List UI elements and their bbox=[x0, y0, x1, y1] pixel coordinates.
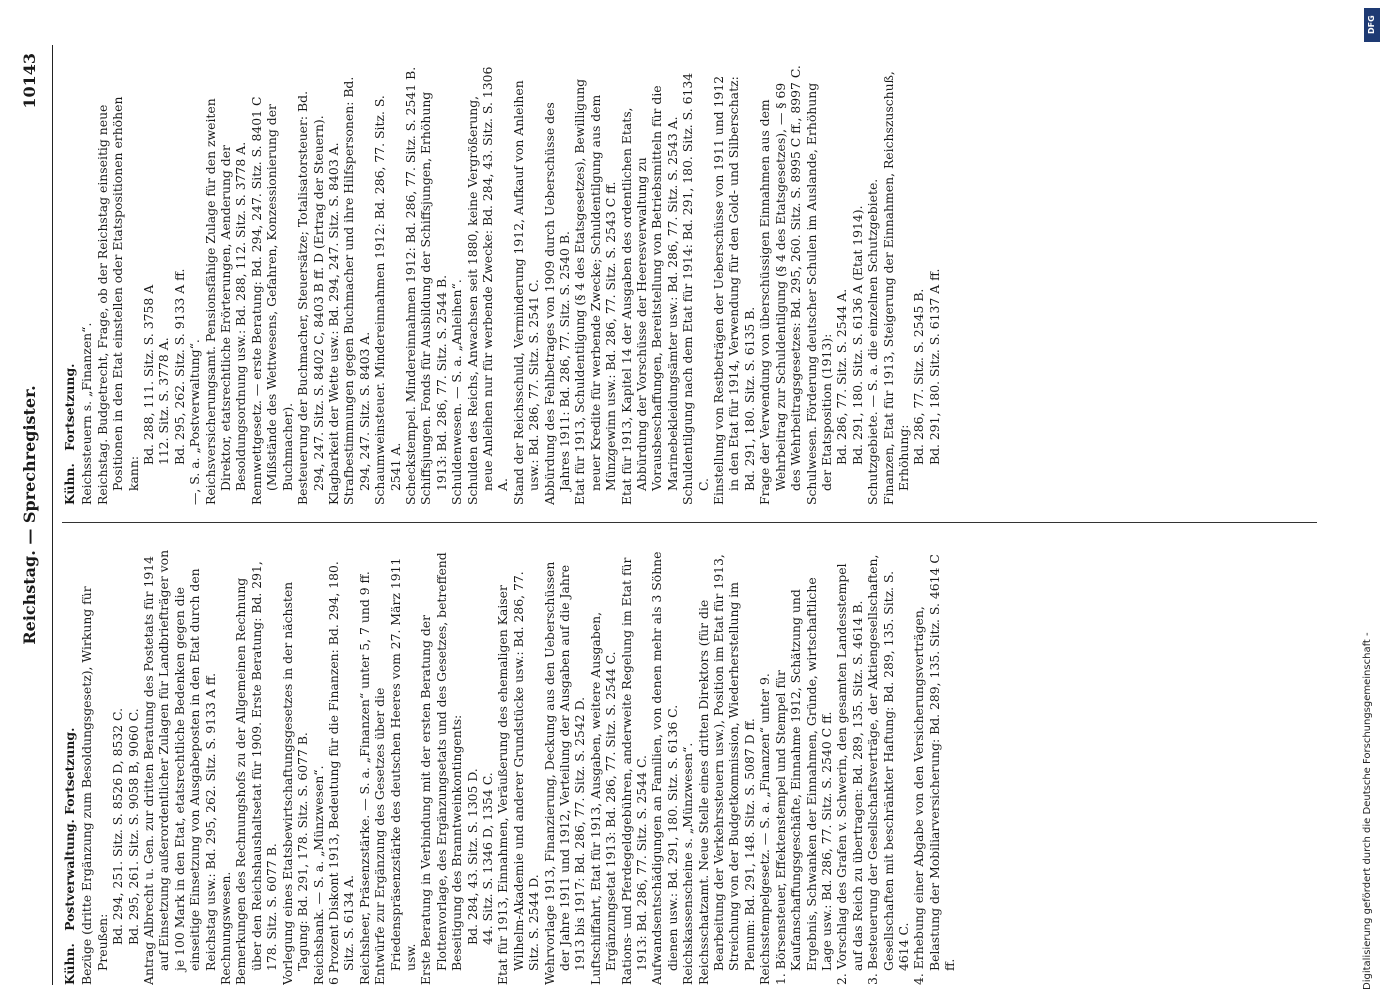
index-entry: Bemerkungen des Rechnungshofs zu der Allgemeinen Rechnung über den Reichshaushaltsetat für 1909. Erste Beratung: Bd. 291, 178. Sitz. S. 6077 B. bbox=[233, 561, 280, 985]
digitization-notice: Digitalisierung gefördert durch die Deutsche Forschungsgemeinschaft - bbox=[1362, 632, 1373, 990]
right-column bbox=[62, 65, 1332, 505]
left-marker: Kühn. bbox=[62, 943, 77, 985]
index-entry: Reichssteuern s. „Finanzen“. bbox=[79, 322, 95, 505]
index-entry: Bd. 295, 261. Sitz. S. 9058 B, 9060 C. bbox=[125, 708, 141, 945]
index-entry: Entwürfe zur Ergänzung des Gesetzes über die Friedenspräsenzstärke des deutschen Heeres vom 27. März 1911 usw. bbox=[372, 557, 418, 985]
index-entry: Etat für 1913, Schuldentilgung (§ 4 des Etatsgesetzes), Bewilligung neuer Kredite für werbende Zwecke; Schuldentilgung aus dem Münzgewinn usw.: Bd. 286, 77. Sitz. S. 2543 C ff. bbox=[572, 78, 619, 505]
index-entry: Vorlegung eines Etatsbewirtschaftungsgesetzes in der nächsten Tagung: Bd. 291, 178. Sitz. S. 6077 B. bbox=[279, 581, 311, 985]
index-entry: Bd. 286, 77. Sitz. S. 2544 A. bbox=[834, 288, 850, 465]
index-entry: 1. Börsensteuer, Effektenstempel und Stempel für Kaufanschaffungsgeschäfte, Einnahme 1912, Schätzung und Ergebnis, Schwanken der Einnahmen, Gründe, wirtschaftliche Lage usw.: Bd. 286, 77. Sitz. S. 2540 C ff. bbox=[772, 577, 834, 985]
index-entry: Reichsversicherungsamt. Pensionsfähige Zulage für den zweiten Direktor, etatsrechtliche Erörterungen, Aenderung der Besoldungsordnung usw.: Bd. 288, 112. Sitz. S. 3778 A. bbox=[202, 98, 249, 505]
index-entry: 6 Prozent Diskont 1913, Bedeutung für die Finanzen: Bd. 294, 180. Sitz. S. 6134 A. bbox=[325, 561, 357, 985]
index-entry: Bd. 291, 180. Sitz. S. 6136 A (Etat 1914). bbox=[849, 205, 865, 465]
column-divider bbox=[62, 522, 1317, 523]
index-entry: Stand der Reichsschuld, Verminderung 1912, Aufkauf von Anleihen usw.: Bd. 286, 77. Sitz. S. 2541 C. bbox=[510, 80, 542, 505]
index-entry: Schulwesen. Förderung deutscher Schulen im Auslande, Erhöhung der Etatsposition (1913): bbox=[803, 82, 834, 505]
index-entry: Reichskassenscheine s. „Münzwesen“. bbox=[680, 742, 696, 985]
index-entry: —, S. a. „Postverwaltung“. bbox=[187, 339, 203, 505]
index-entry: Bd. 291, 180. Sitz. S. 6137 A ff. bbox=[926, 268, 942, 465]
index-entry: Rations- und Pferdegeldgebühren, anderweite Regelung im Etat für 1913: Bd. 286, 77. Sitz. S. 2544 C. bbox=[618, 557, 650, 985]
right-entries bbox=[79, 65, 942, 505]
index-entry: Antrag Albrecht u. Gen. zur dritten Beratung des Postetats für 1914 auf Einsetzung außerordentlicher Zulagen für Landbriefträger von je 100 Mark in den Etat, etatsrechtliche Bedenken gegen die einseitige Einsetzung von Ausgabeposten in den Etat durch den Reichstag usw.: Bd. 295, 262. Sitz. S. 9133 A ff. bbox=[141, 549, 218, 985]
index-entry: Besteuerung der Buchmacher, Steuersätze; Totalisatorsteuer: Bd. 294, 247. Sitz. S. 8402 C, 8403 B ff. D (Ertrag der Steuern). bbox=[295, 90, 326, 505]
running-head: Reichstag. — Sprechregister. bbox=[20, 385, 39, 645]
page-number: 10143 bbox=[20, 53, 39, 109]
index-entry: Luftschiffahrt, Etat für 1913, Ausgaben, weitere Ausgaben, Ergänzungsetat 1913: Bd. 286, 77. Sitz. S. 2544 C. bbox=[587, 611, 619, 985]
index-entry: 44. Sitz. S. 1346 D, 1354 C. bbox=[479, 772, 495, 945]
index-entry: Klagbarkeit der Wette usw.: Bd. 294, 247. Sitz. S. 8403 A. bbox=[325, 142, 341, 505]
index-entry: Etat für 1913, Einnahmen, Veräußerung des ehemaligen Kaiser Wilhelm-Akademie und anderer Grundstücke usw.: Bd. 286, 77. Sitz. S. 2544 D. bbox=[495, 571, 542, 985]
index-entry: 2. Vorschlag des Grafen v. Schwerin, den gesamten Landesstempel auf das Reich zu übertragen: Bd. 289, 135. Sitz. S. 4614 B. bbox=[834, 563, 865, 985]
index-entry: Reichsschatzamt. Neue Stelle eines dritten Direktors (für die Bearbeitung der Verkehrssteuern usw.), Position im Etat für 1913, Streichung von der Budgetkommission, Wiederherstellung im Plenum: Bd. 291, 148. Sitz. S. 5087 D ff. bbox=[695, 554, 757, 985]
right-title: Fortsetzung. bbox=[62, 363, 77, 451]
index-entry: Reichstag. Budgetrecht, Frage, ob der Reichstag einseitig neue Positionen in den Etat einstellen oder Etatspositionen erhöhen kann: bbox=[94, 96, 141, 505]
right-marker: Kühn. bbox=[62, 463, 77, 505]
left-title: Postverwaltung. Fortsetzung. bbox=[62, 727, 77, 931]
index-entry: Reichsheer, Präsenzstärke. — S. a. „Finanzen“ unter 5, 7 und 9 ff. bbox=[356, 571, 372, 985]
index-entry: Schulden des Reichs, Anwachsen seit 1880, keine Vergrößerung, neue Anleihen nur für werbende Zwecke: Bd. 284, 43. Sitz. S. 1306 A. bbox=[464, 66, 511, 505]
index-entry: Scheckstempel. Mindereinnahmen 1912: Bd. 286, 77. Sitz. S. 2541 B. bbox=[402, 66, 418, 505]
left-column-head bbox=[62, 545, 77, 985]
index-entry: Bd. 295, 262. Sitz. S. 9133 A ff. bbox=[171, 268, 187, 465]
index-entry: Schiffsjungen. Fonds für Ausbildung der Schiffsjungen, Erhöhung 1913: Bd. 286, 77. Sitz. S. 2544 B. bbox=[418, 91, 449, 505]
index-entry: Bd. 294, 251. Sitz. S. 8526 D, 8532 C. bbox=[110, 707, 126, 945]
left-entries bbox=[79, 545, 957, 985]
index-entry: Schuldenwesen. — S. a. „Anleihen“. bbox=[449, 279, 465, 505]
index-entry: Bezüge (dritte Ergänzung zum Besoldungsgesetz), Wirkung für Preußen: bbox=[79, 586, 110, 985]
page-header bbox=[20, 45, 48, 985]
rotated-page bbox=[20, 45, 1340, 985]
index-entry: Rennwettgesetz. — erste Beratung: Bd. 294, 247. Sitz. S. 8401 C (Mißstände des Wettwesens, Gefahren, Konzessionierung der Buchmacher). bbox=[248, 96, 295, 505]
index-entry: 112. Sitz. S. 3778 A. bbox=[156, 337, 172, 465]
index-entry: Schaumweinsteuer. Mindereinnahmen 1912: Bd. 286, 77. Sitz. S. 2541 A. bbox=[372, 95, 403, 505]
index-entry: Abbürdung des Fehlbetrages von 1909 durch Ueberschüsse des Jahres 1911: Bd. 286, 77. Sitz. S. 2540 B. bbox=[541, 102, 572, 505]
index-entry: Erste Beratung in Verbindung mit der ersten Beratung der Flottenvorlage, des Ergänzungsetats und des Gesetzes, betreffend Beseitigung des Branntweinkontingents: bbox=[418, 552, 465, 985]
right-column-head bbox=[62, 65, 77, 505]
index-entry: Finanzen, Etat für 1913, Steigerung der Einnahmen, Reichszuschuß, Erhöhung: bbox=[880, 71, 911, 505]
index-entry: 4. Erhebung einer Abgabe von den Versicherungsverträgen, Belastung der Mobiliarversicherung: Bd. 289, 135. Sitz. S. 4614 C ff. bbox=[911, 554, 958, 985]
left-column bbox=[62, 545, 1332, 985]
header-rule bbox=[52, 45, 53, 985]
index-entry: Wehrvorlage 1913, Finanzierung, Deckung aus den Ueberschüssen der Jahre 1911 und 1912, Verteilung der Ausgaben auf die Jahre 1913 bis 1917: Bd. 286, 77. Sitz. S. 2542 D. bbox=[541, 561, 588, 985]
index-entry: Aufwandsentschädigungen an Familien, von denen mehr als 3 Söhne dienen usw.: Bd. 291, 180. Sitz. S. 6136 C. bbox=[649, 551, 680, 985]
index-entry: Einstellung von Restbeträgen der Ueberschüsse von 1911 und 1912 in den Etat für 1914, Verwendung für den Gold- und Silberschatz: Bd. 291, 180. Sitz. S. 6135 B. bbox=[711, 75, 757, 505]
index-entry: Schuldentilgung nach dem Etat für 1914: Bd. 291, 180. Sitz. S. 6134 C. bbox=[680, 72, 711, 505]
index-entry: Schutzgebiete. — S. a. die einzelnen Schutzgebiete. bbox=[865, 178, 881, 505]
index-entry: Rechnungswesen. bbox=[218, 871, 234, 985]
index-entry: Reichsstempelgesetz. — S. a. „Finanzen“ unter 9. bbox=[757, 673, 773, 985]
dfg-logo: DFG bbox=[1364, 8, 1380, 42]
index-entry: 3. Besteuerung der Gesellschaftsverträge, der Aktiengesellschaften, Gesellschaften mit beschränkter Haftung: Bd. 289, 135. Sitz. S. 4614 C. bbox=[865, 554, 911, 985]
index-entry: Bd. 288, 111. Sitz. S. 3758 A bbox=[141, 284, 157, 465]
index-entry: Etat für 1913, Kapitel 14 der Ausgaben des ordentlichen Etats, Abbürdung der Vorschüsse der Heeresverwaltung zu Vorausbeschaffungen, Bereitstellung von Betriebsmitteln für die Marinebekleidungsämter usw.: Bd. 286, 77. Sitz. S. 2543 A. bbox=[618, 85, 680, 505]
index-entry: Bd. 284, 43. Sitz. S. 1305 D. bbox=[464, 768, 480, 945]
index-entry: Frage der Verwendung von überschüssigen Einnahmen aus dem Wehrbeitrag zur Schuldentilgung (§ 4 des Etatsgesetzes), — § 69 des Wehrbeitragsgesetzes: Bd. 295, 260. Sitz. S. 8995 C ff., 8997 C. bbox=[757, 65, 804, 505]
index-entry: Reichsbank. — S. a. „Münzwesen“. bbox=[310, 765, 326, 985]
index-entry: Strafbestimmungen gegen Buchmacher und ihre Hilfspersonen: Bd. 294, 247. Sitz. S. 8403 A. bbox=[341, 76, 372, 505]
index-entry: Bd. 286, 77. Sitz. S. 2545 B. bbox=[911, 288, 927, 465]
